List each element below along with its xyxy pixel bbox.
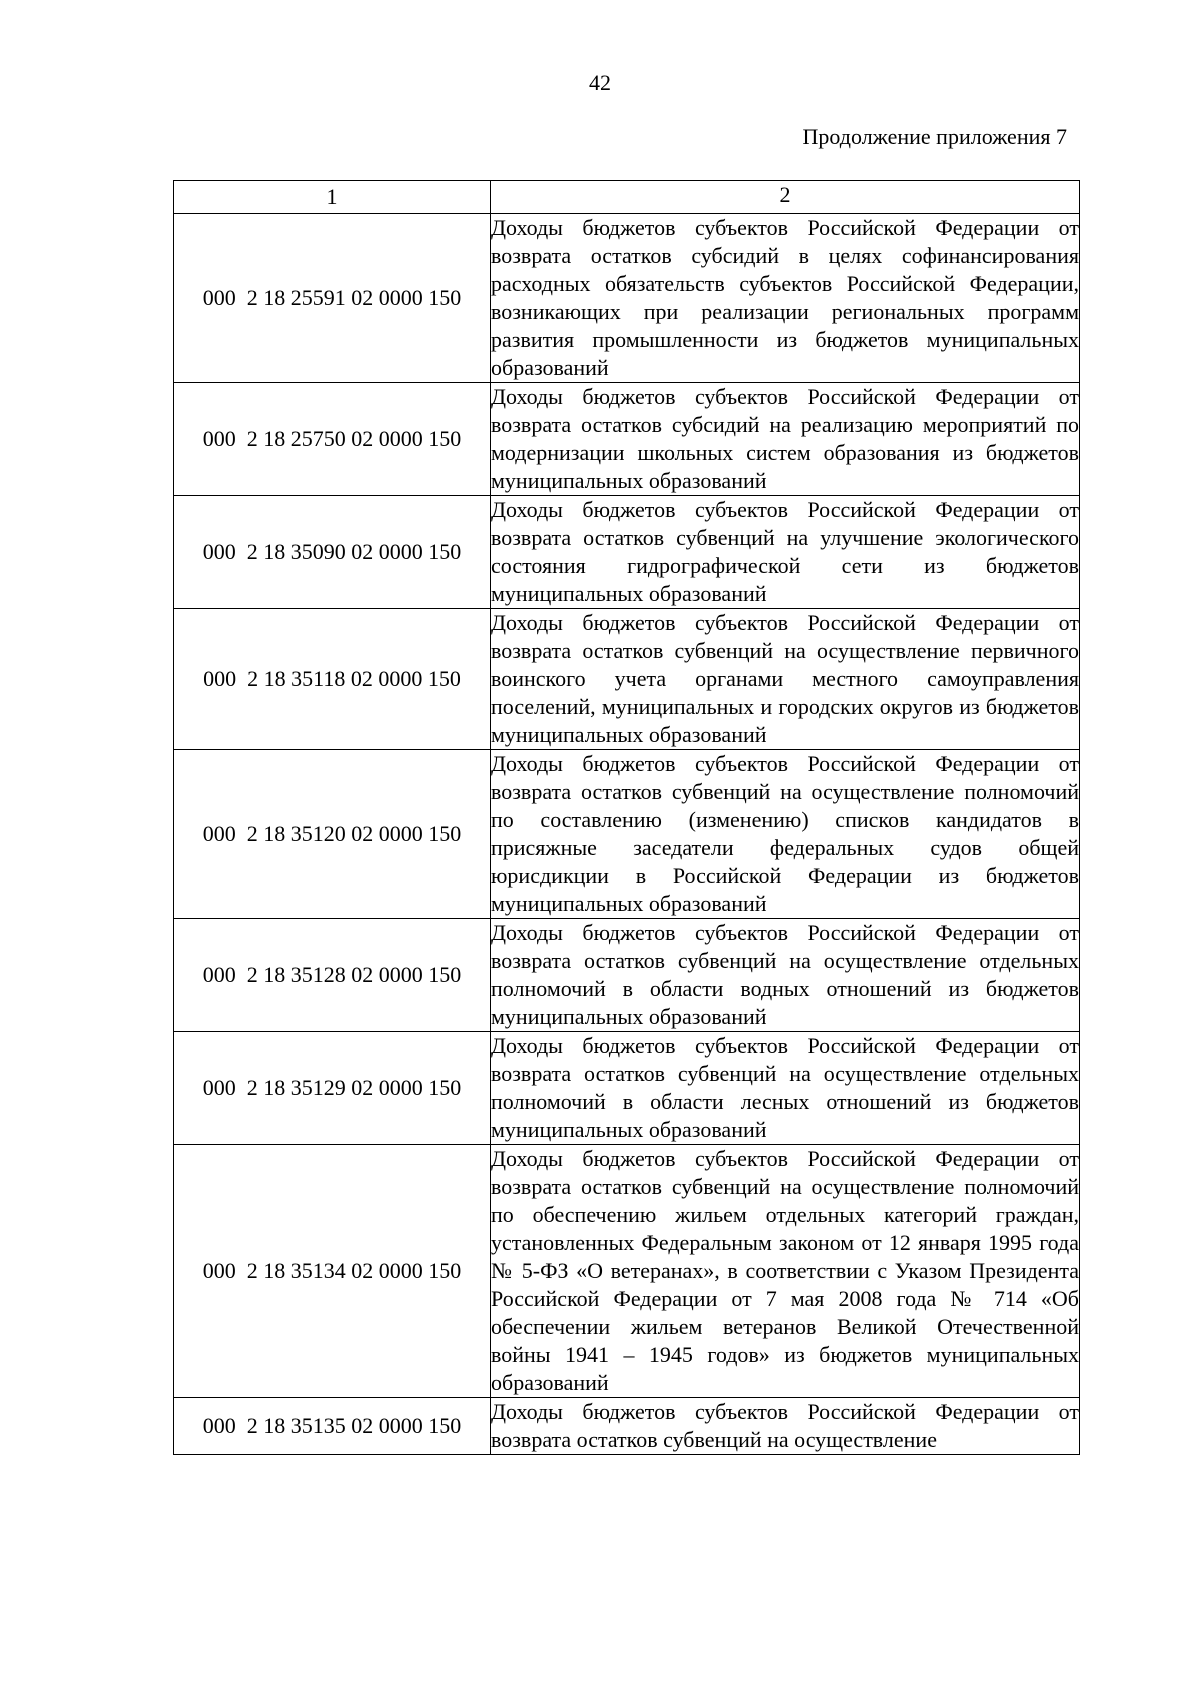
table-body [174,181,1080,1455]
revenue-description: Доходы бюджетов субъектов Российской Федерации от возврата остатков субвенций на осуществление отдельных полномочий в области лесных отношений из бюджетов муниципальных образований [491,1032,1080,1145]
revenue-description: Доходы бюджетов субъектов Российской Федерации от возврата остатков субвенций на улучшение экологического состояния гидрографической сети из бюджетов муниципальных образований [491,496,1080,609]
revenue-code: 000 2 18 35128 02 0000 150 [174,919,491,1032]
revenue-code: 000 2 18 25750 02 0000 150 [174,383,491,496]
table-row [174,1145,1080,1398]
revenue-code: 000 2 18 35118 02 0000 150 [174,609,491,750]
revenue-code: 000 2 18 35129 02 0000 150 [174,1032,491,1145]
table-row [174,383,1080,496]
revenue-code: 000 2 18 35120 02 0000 150 [174,750,491,919]
revenue-description: Доходы бюджетов субъектов Российской Федерации от возврата остатков субвенций на осуществление полномочий по обеспечению жильем отдельных категорий граждан, установленных Федеральным законом от 12 января 1995 года № 5-ФЗ «О ветеранах», в соответствии с Указом Президента Российской Федерации от 7 мая 2008 года № 714 «Об обеспечении жильем ветеранов Великой Отечественной войны 1941 – 1945 годов» из бюджетов муниципальных образований [491,1145,1080,1398]
revenue-description: Доходы бюджетов субъектов Российской Федерации от возврата остатков субвенций на осуществление первичного воинского учета органами местного самоуправления поселений, муниципальных и городских округов из бюджетов муниципальных образований [491,609,1080,750]
revenue-description: Доходы бюджетов субъектов Российской Федерации от возврата остатков субсидий в целях софинансирования расходных обязательств субъектов Российской Федерации, возникающих при реализации региональных программ развития промышленности из бюджетов муниципальных образований [491,214,1080,383]
table-row [174,750,1080,919]
page-number: 42 [589,70,611,95]
appendix-label: Продолжение приложения 7 [802,124,1067,149]
revenue-description: Доходы бюджетов субъектов Российской Федерации от возврата остатков субвенций на осуществление отдельных полномочий в области водных отношений из бюджетов муниципальных образований [491,919,1080,1032]
table-row [174,1032,1080,1145]
table-row [174,609,1080,750]
table-row [174,496,1080,609]
revenue-code: 000 2 18 25591 02 0000 150 [174,214,491,383]
revenue-description: Доходы бюджетов субъектов Российской Федерации от возврата остатков субвенций на осуществление полномочий по составлению (изменению) списков кандидатов в присяжные заседатели федеральных судов общей юрисдикции в Российской Федерации из бюджетов муниципальных образований [491,750,1080,919]
column-header-2: 2 [491,181,1080,214]
table-row [174,214,1080,383]
column-header-1: 1 [174,181,491,214]
revenue-description: Доходы бюджетов субъектов Российской Федерации от возврата остатков субвенций на осуществление [491,1398,1080,1455]
table-row [174,919,1080,1032]
table-row [174,1398,1080,1455]
revenue-code: 000 2 18 35090 02 0000 150 [174,496,491,609]
revenue-code: 000 2 18 35134 02 0000 150 [174,1145,491,1398]
table-header-row [174,181,1080,214]
revenue-codes-table [173,180,1080,1455]
revenue-code: 000 2 18 35135 02 0000 150 [174,1398,491,1455]
revenue-description: Доходы бюджетов субъектов Российской Федерации от возврата остатков субсидий на реализацию мероприятий по модернизации школьных систем образования из бюджетов муниципальных образований [491,383,1080,496]
